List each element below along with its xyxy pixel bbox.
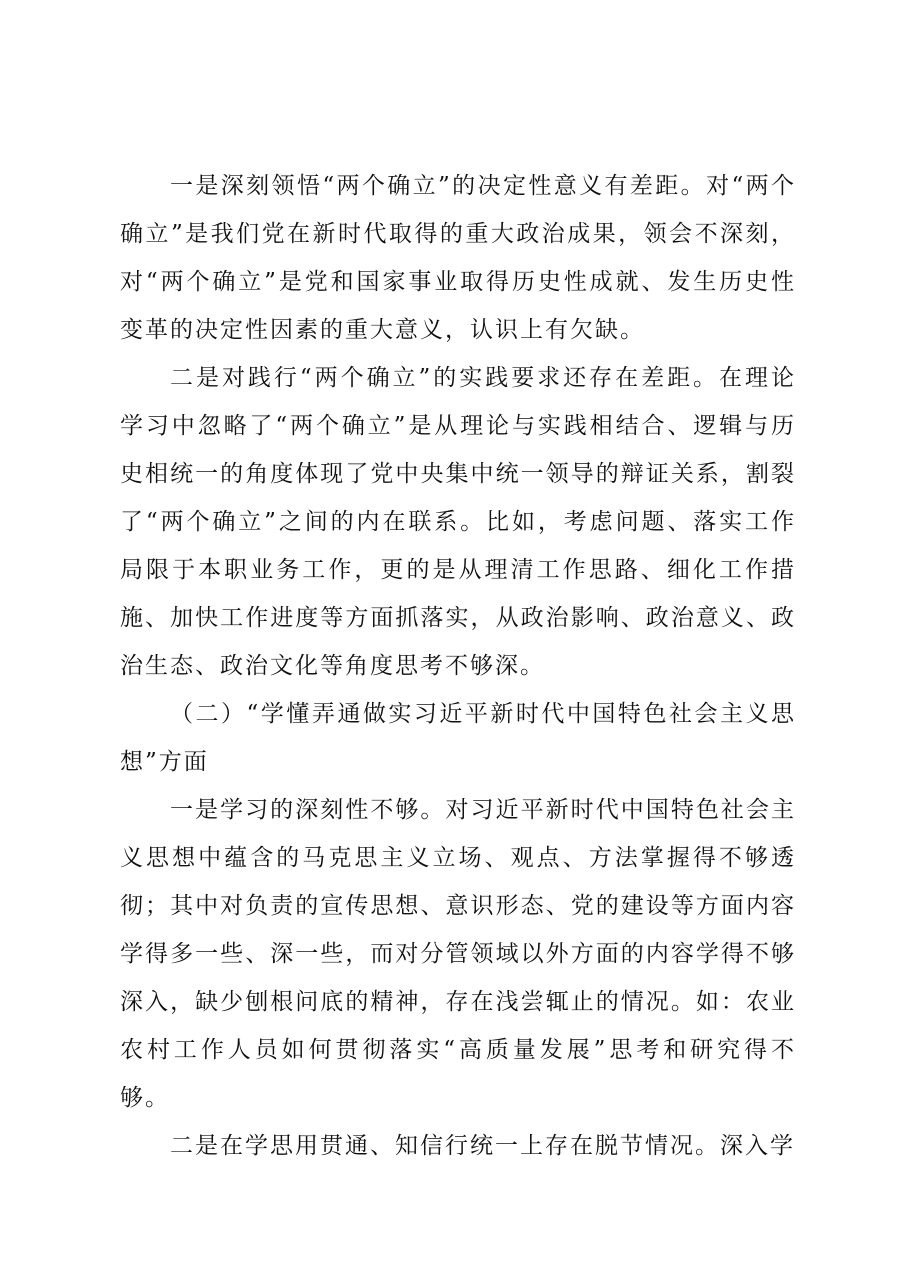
paragraph-3: 一是学习的深刻性不够。对习近平新时代中国特色社会主义思想中蕴含的马克思主义立场、观点、方法掌握得不够透彻；其中对负责的宣传思想、意识形态、党的建设等方面内容学得多一些、深一些，而对分管领域以外方面的内容学得不够深入，缺少刨根问底的精神，存在浅尝辄止的情况。如：农业农村工作人员如何贯彻落实“高质量发展”思考和研究得不够。 [120, 797, 796, 1111]
paragraph-1: 一是深刻领悟“两个确立”的决定性意义有差距。对“两个确立”是我们党在新时代取得的重大政治成果，领会不深刻，对“两个确立”是党和国家事业取得历史性成就、发生历史性变革的决定性因素的重大意义，认识上有欠缺。 [120, 173, 796, 343]
section-heading: （二）“学懂弄通做实习近平新时代中国特色社会主义思想”方面 [120, 701, 796, 775]
document-body [120, 162, 796, 1170]
paragraph-4: 二是在学思用贯通、知信行统一上存在脱节情况。深入学 [170, 1133, 795, 1159]
paragraph-2: 二是对践行“两个确立”的实践要求还存在差距。在理论学习中忽略了“两个确立”是从理论与实践相结合、逻辑与历史相统一的角度体现了党中央集中统一领导的辩证关系，割裂了“两个确立”之间的内在联系。比如，考虑问题、落实工作局限于本职业务工作，更的是从理清工作思路、细化工作措施、加快工作进度等方面抓落实，从政治影响、政治意义、政治生态、政治文化等角度思考不够深。 [120, 365, 796, 679]
